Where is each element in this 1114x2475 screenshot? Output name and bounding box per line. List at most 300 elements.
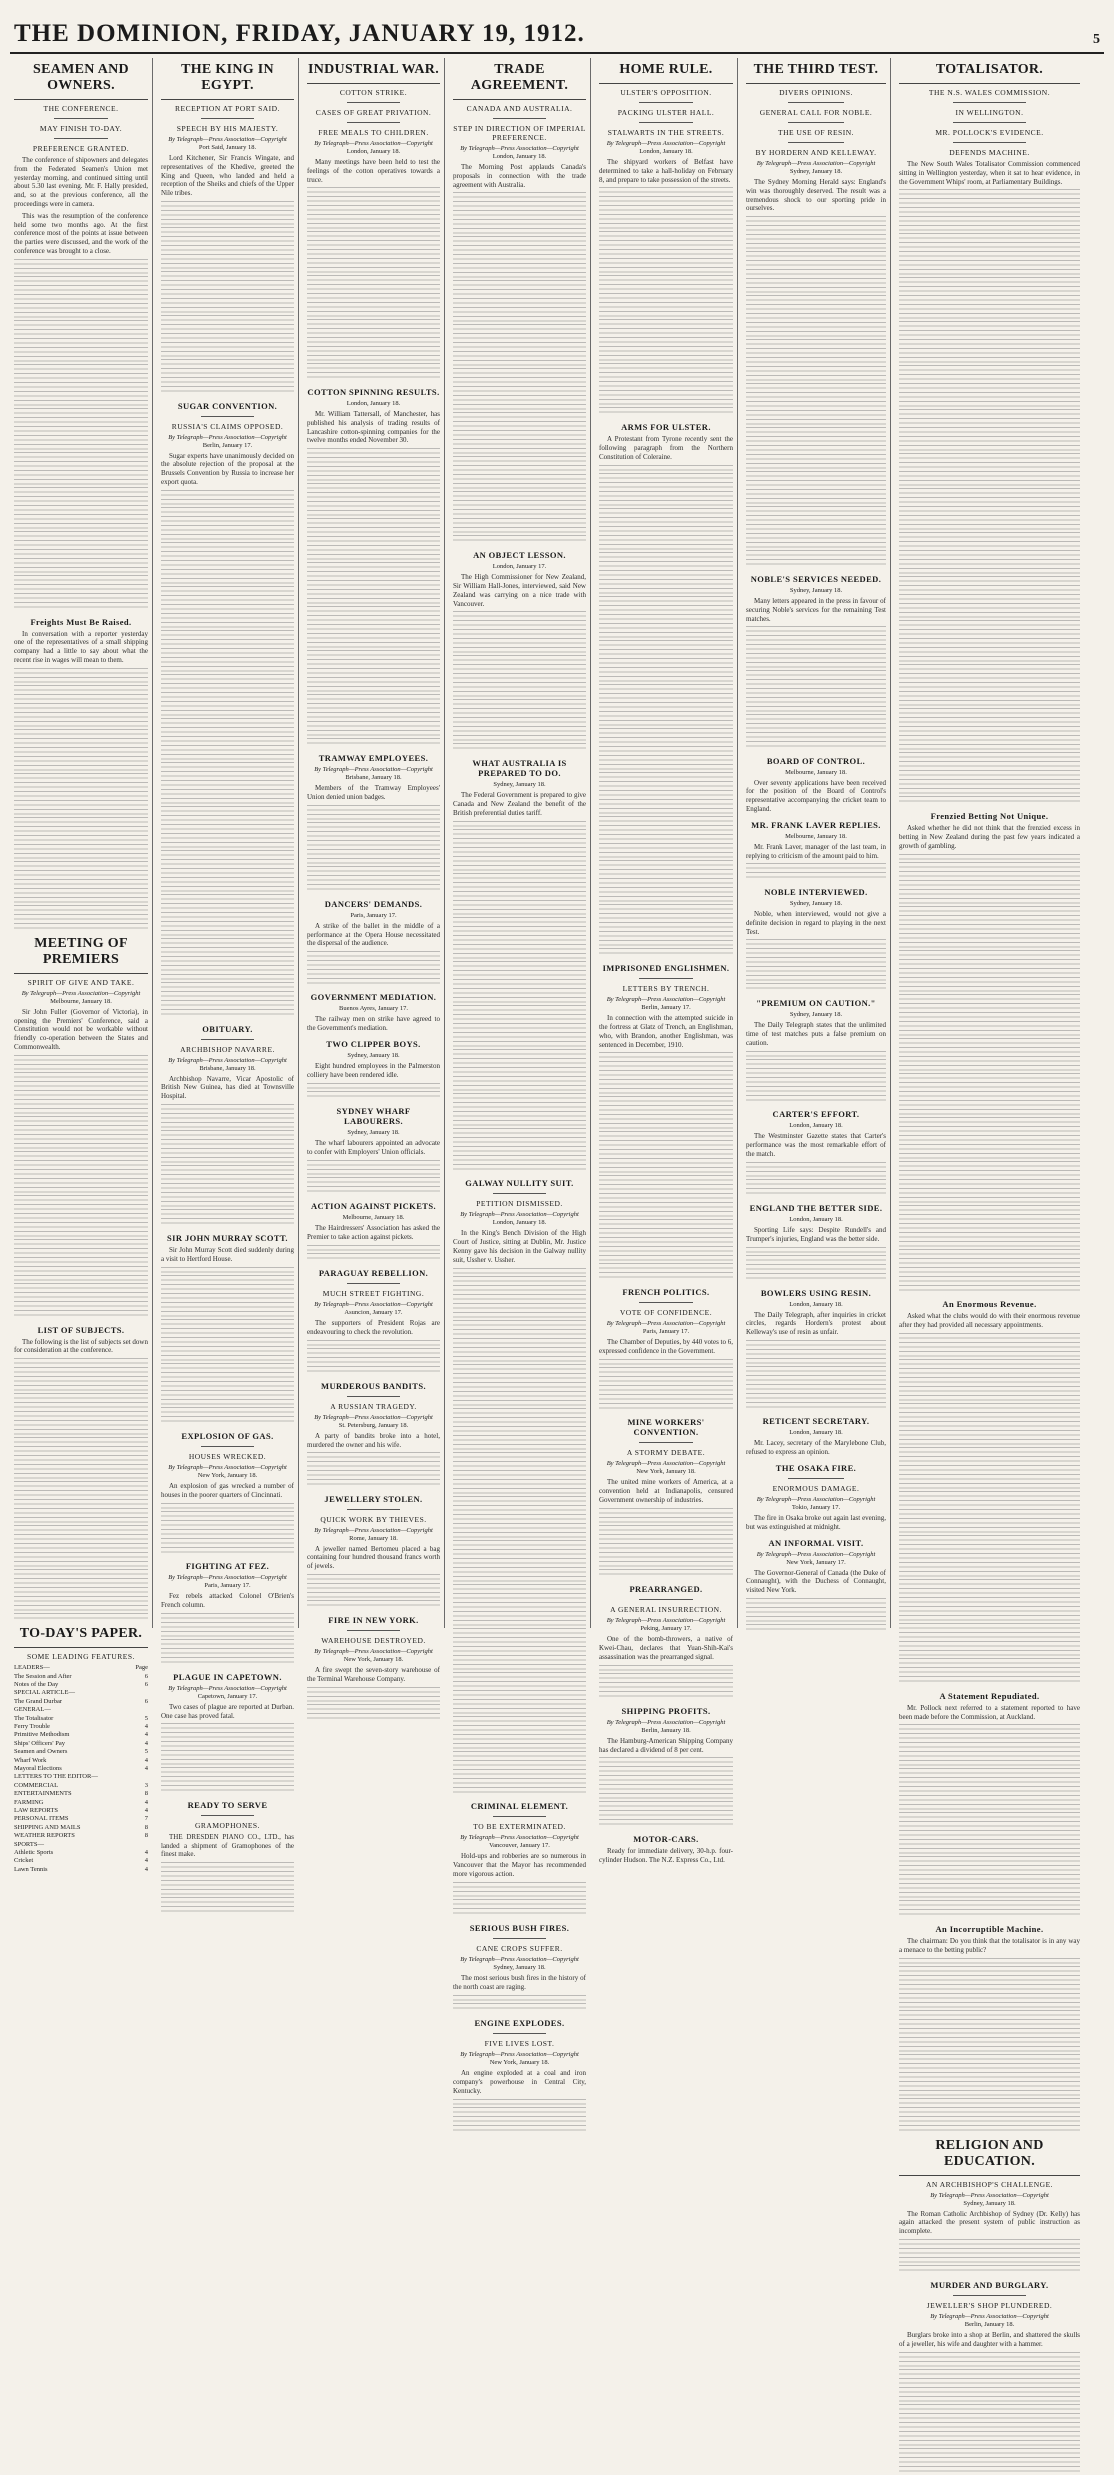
text-line-texture <box>161 736 294 745</box>
divider-rule <box>639 122 693 123</box>
article-dateline: London, January 18. <box>789 1122 843 1130</box>
contents-page: 6 <box>144 1680 148 1688</box>
article <box>746 1109 886 1197</box>
article-paragraph: Archbishop Navarre, Vicar Apostolic of British New Guinea, has died at Townsville Hospital. <box>161 1074 294 1101</box>
text-line-texture <box>161 877 294 886</box>
text-line-texture <box>161 745 294 754</box>
article-byline: By Telegraph—Press Association—Copyright <box>168 1684 287 1692</box>
text-line-texture <box>599 508 733 517</box>
article-dateline: Berlin, January 17. <box>202 441 253 449</box>
article-paragraph: Mr. Lacey, secretary of the Marylebone Club, refused to express an opinion. <box>746 1439 886 1457</box>
text-line-texture <box>899 735 1080 744</box>
text-line-texture <box>307 721 440 730</box>
text-line-texture <box>14 1437 148 1446</box>
text-line-texture <box>899 717 1080 726</box>
text-line-texture <box>307 686 440 695</box>
text-line-texture <box>453 272 586 281</box>
article-byline: By Telegraph—Press Association—Copyright <box>930 2191 1049 2199</box>
text-line-texture <box>899 1474 1080 1483</box>
text-line-texture <box>599 482 733 491</box>
text-line-texture <box>899 365 1080 374</box>
article-dateline: Port Said, January 18. <box>198 144 257 151</box>
text-line-texture <box>14 268 148 277</box>
text-line-texture <box>599 676 733 685</box>
text-line-texture <box>599 1359 733 1368</box>
text-line-texture <box>899 968 1080 977</box>
article-subheading: PACKING ULSTER HALL. <box>617 108 715 117</box>
text-line-texture <box>453 1769 586 1778</box>
article-byline: By Telegraph—Press Association—Copyright <box>606 1320 726 1328</box>
article <box>599 1834 733 1865</box>
text-line-texture <box>307 858 440 867</box>
text-line-texture <box>899 1742 1080 1751</box>
text-line-texture <box>307 562 440 571</box>
divider-rule <box>347 1509 400 1510</box>
article-subheading: THE CONFERENCE. <box>43 104 119 113</box>
text-line-texture <box>899 977 1080 986</box>
article-subheading: GALWAY NULLITY SUIT. <box>465 1178 574 1189</box>
article <box>161 1233 294 1425</box>
divider-rule <box>201 1815 254 1816</box>
article-byline: By Telegraph—Press Association—Copyright <box>756 160 876 167</box>
article-dateline: New York, January 18. <box>636 1468 696 1476</box>
article-dateline: Melbourne, January 18. <box>785 832 847 840</box>
text-line-texture <box>14 1187 148 1196</box>
text-line-texture <box>746 939 886 948</box>
text-line-texture <box>307 840 440 849</box>
text-line-texture <box>161 947 294 956</box>
text-line-texture <box>899 1285 1080 1294</box>
text-line-texture <box>161 1880 294 1889</box>
article <box>599 1584 733 1700</box>
text-line-texture <box>14 435 148 444</box>
text-line-texture <box>453 1312 586 1321</box>
text-line-texture <box>307 249 440 258</box>
text-line-texture <box>453 1382 586 1391</box>
text-line-texture <box>14 1275 148 1284</box>
text-line-texture <box>161 710 294 719</box>
divider-rule <box>347 102 400 103</box>
article-dateline: Rome, January 18. <box>349 1534 398 1542</box>
text-line-texture <box>14 1473 148 1482</box>
text-line-texture <box>453 638 586 647</box>
text-line-texture <box>14 593 148 602</box>
article-dateline: Sydney, January 18. <box>789 1011 843 1019</box>
text-line-texture <box>453 1514 586 1523</box>
text-line-texture <box>899 1100 1080 1109</box>
text-line-texture <box>14 575 148 584</box>
text-line-texture <box>161 1337 294 1346</box>
text-line-texture <box>599 399 733 408</box>
article-dateline: Berlin, January 17. <box>641 1004 691 1012</box>
article-dateline: Vancouver, January 17. <box>489 1842 550 1850</box>
text-line-texture <box>14 1508 148 1517</box>
text-line-texture <box>453 682 586 691</box>
article-subheading: ENGINE EXPLODES. <box>474 2018 565 2029</box>
text-line-texture <box>746 1162 886 1171</box>
article-subheading: QUICK WORK BY THIEVES. <box>320 1514 427 1524</box>
text-line-texture <box>599 284 733 293</box>
article <box>453 550 586 752</box>
text-line-texture <box>599 1757 733 1766</box>
article-subheading: A Statement Repudiated. <box>939 1690 1040 1701</box>
text-line-texture <box>599 1263 733 1272</box>
divider-rule <box>493 1938 546 1939</box>
text-line-texture <box>453 228 586 237</box>
article <box>453 758 586 1172</box>
divider-rule <box>788 1478 844 1479</box>
article-dateline: London, January 18. <box>346 399 401 407</box>
contents-page: 6 <box>144 1697 148 1705</box>
text-line-texture <box>899 752 1080 761</box>
text-line-texture <box>453 1891 586 1900</box>
text-line-texture <box>899 2090 1080 2099</box>
text-line-texture <box>161 1750 294 1759</box>
article-subheading: ENORMOUS DAMAGE. <box>772 1484 860 1494</box>
contents-item: Seamen and Owners <box>14 1748 68 1756</box>
article-paragraph: The fire in Osaka broke out again last evening, but was extinguished at midnight. <box>746 1514 886 1531</box>
text-line-texture <box>599 693 733 702</box>
text-line-texture <box>161 1613 294 1622</box>
text-line-texture <box>453 386 586 395</box>
article <box>14 932 148 1319</box>
text-line-texture <box>453 1452 586 1461</box>
text-line-texture <box>14 452 148 461</box>
text-line-texture <box>746 635 886 644</box>
text-line-texture <box>161 499 294 508</box>
contents-row <box>14 1757 148 1765</box>
text-line-texture <box>746 383 886 392</box>
text-line-texture <box>899 506 1080 515</box>
text-line-texture <box>161 1139 294 1148</box>
text-line-texture <box>161 263 294 272</box>
article-subheading: CASES OF GREAT PRIVATION. <box>315 108 432 117</box>
text-line-texture <box>746 697 886 706</box>
text-line-texture <box>14 817 148 826</box>
text-line-texture <box>14 426 148 435</box>
text-line-texture <box>746 1349 886 1358</box>
text-line-texture <box>14 905 148 914</box>
article <box>453 1923 586 2012</box>
contents-item: WEATHER REPORTS <box>14 1832 75 1840</box>
text-line-texture <box>899 1812 1080 1821</box>
text-line-texture <box>307 624 440 633</box>
article-headline: HOME RULE. <box>599 58 733 84</box>
text-line-texture <box>14 329 148 338</box>
text-line-texture <box>453 1146 586 1155</box>
text-line-texture <box>899 2046 1080 2055</box>
text-line-texture <box>899 1597 1080 1606</box>
text-line-texture <box>746 471 886 480</box>
masthead <box>10 8 1104 54</box>
contents-row <box>14 1765 148 1773</box>
text-line-texture <box>746 550 886 559</box>
text-line-texture <box>453 891 586 900</box>
text-line-texture <box>746 1179 886 1188</box>
contents-page: 3 <box>144 1781 148 1789</box>
text-line-texture <box>453 527 586 536</box>
column-2 <box>157 58 299 1859</box>
article-byline: By Telegraph—Press Association—Copyright <box>314 1301 433 1309</box>
text-line-texture <box>899 1795 1080 1804</box>
text-line-texture <box>453 856 586 865</box>
text-line-texture <box>599 258 733 267</box>
text-line-texture <box>14 1587 148 1596</box>
article-paragraph: Lord Kitchener, Sir Francis Wingate, and representatives of the Khedive, greeted the King and Queen, who landed and held a reception of the Sheiks and chiefs of the Upper Nile tribes. <box>161 154 294 198</box>
contents-row <box>14 1866 148 1874</box>
article-paragraph: A party of bandits broke into a hotel, murdered the owner and his wife. <box>307 1431 440 1449</box>
text-line-texture <box>161 586 294 595</box>
article-dateline: Tokio, January 17. <box>791 1504 841 1512</box>
contents-row <box>14 1664 148 1672</box>
text-line-texture <box>453 236 586 245</box>
article-byline: By Telegraph—Press Association—Copyright <box>460 145 579 152</box>
text-line-texture <box>746 234 886 243</box>
article <box>746 1203 886 1282</box>
text-line-texture <box>307 311 440 320</box>
text-line-texture <box>14 1552 148 1561</box>
text-line-texture <box>307 875 440 884</box>
text-line-texture <box>453 1111 586 1120</box>
text-line-texture <box>161 377 294 386</box>
text-line-texture <box>746 1340 886 1349</box>
text-line-texture <box>899 1483 1080 1492</box>
text-line-texture <box>599 1367 733 1376</box>
text-line-texture <box>899 673 1080 682</box>
text-line-texture <box>899 1038 1080 1047</box>
text-line-texture <box>453 1093 586 1102</box>
text-line-texture <box>899 1205 1080 1214</box>
text-line-texture <box>746 559 886 568</box>
text-line-texture <box>599 605 733 614</box>
article-paragraph: Sir John Murray Scott died suddenly during a visit to Hertford House. <box>161 1246 294 1263</box>
text-line-texture <box>746 688 886 697</box>
text-line-texture <box>161 692 294 701</box>
text-line-texture <box>453 192 586 201</box>
text-line-texture <box>599 561 733 570</box>
text-line-texture <box>453 1523 586 1532</box>
article <box>14 58 148 611</box>
text-line-texture <box>14 1464 148 1473</box>
text-line-texture <box>899 2378 1080 2387</box>
text-line-texture <box>453 1611 586 1620</box>
text-line-texture <box>599 711 733 720</box>
text-line-texture <box>899 1527 1080 1536</box>
text-line-texture <box>899 2457 1080 2466</box>
text-line-texture <box>453 1778 586 1787</box>
text-line-texture <box>899 2063 1080 2072</box>
article-paragraph: The Roman Catholic Archbishop of Sydney (Dr. Kelly) has again attacked the present system of public instruction as incomplete. <box>899 2209 1080 2236</box>
text-line-texture <box>161 806 294 815</box>
column-6 <box>742 58 891 1628</box>
text-line-texture <box>14 809 148 818</box>
text-line-texture <box>453 316 586 325</box>
contents-page: 4 <box>144 1731 148 1739</box>
article-subheading: COTTON STRIKE. <box>339 88 408 97</box>
article-dateline: Berlin, January 18. <box>641 1726 691 1734</box>
article-subheading: RETICENT SECRETARY. <box>762 1416 870 1427</box>
article-paragraph: The New South Wales Totalisator Commission commenced sitting in Wellington yesterday, when it sat to hear evidence, in the Government Whips' room, at Parliamentary Buildings. <box>899 160 1080 186</box>
text-line-texture <box>14 417 148 426</box>
text-line-texture <box>599 544 733 553</box>
text-line-texture <box>14 1266 148 1275</box>
text-line-texture <box>746 723 886 732</box>
text-line-texture <box>453 1995 586 2004</box>
text-line-texture <box>899 374 1080 383</box>
text-line-texture <box>746 741 886 750</box>
text-line-texture <box>14 505 148 514</box>
article-byline: By Telegraph—Press Association—Copyright <box>606 996 726 1004</box>
article-subheading: NOBLE INTERVIEWED. <box>764 886 868 897</box>
text-line-texture <box>307 457 440 466</box>
text-line-texture <box>453 333 586 342</box>
text-line-texture <box>599 764 733 773</box>
article-paragraph: The Chamber of Deputies, by 440 votes to 6, expressed confidence in the Government. <box>599 1338 733 1355</box>
text-line-texture <box>307 598 440 607</box>
contents-page: 8 <box>144 1832 148 1840</box>
article-byline: By Telegraph—Press Association—Copyright <box>314 1648 433 1656</box>
text-line-texture <box>453 412 586 421</box>
article-paragraph: Sir John Fuller (Governor of Victoria), in opening the Premiers' Conference, said a Constitution would not be workable without friendly co-operation between the States and Commonwealth. <box>14 1007 148 1051</box>
article-paragraph: The most serious bush fires in the history of the north coast are raging. <box>453 1974 586 1991</box>
text-line-texture <box>453 509 586 518</box>
text-line-texture <box>14 1108 148 1117</box>
text-line-texture <box>161 298 294 307</box>
article-subheading: CANE CROPS SUFFER. <box>476 1944 563 1954</box>
text-line-texture <box>746 489 886 498</box>
text-line-texture <box>746 295 886 304</box>
text-line-texture <box>14 721 148 730</box>
text-line-texture <box>899 796 1080 805</box>
text-line-texture <box>746 1402 886 1411</box>
text-line-texture <box>161 210 294 219</box>
text-line-texture <box>453 944 586 953</box>
article <box>899 2134 1080 2275</box>
article-paragraph: Fez rebels attacked Colonel O'Brien's French column. <box>161 1592 294 1610</box>
article-subheading: LETTERS BY TRENCH. <box>622 984 710 994</box>
article-paragraph: The wharf labourers appointed an advocate to confer with Employers' Union officials. <box>307 1139 440 1156</box>
article-subheading: MUCH STREET FIGHTING. <box>322 1289 425 1299</box>
article <box>899 58 1080 805</box>
text-line-texture <box>899 2054 1080 2063</box>
text-line-texture <box>899 1197 1080 1206</box>
text-line-texture <box>161 1104 294 1113</box>
text-line-texture <box>453 1435 586 1444</box>
text-line-texture <box>899 330 1080 339</box>
text-line-texture <box>161 1302 294 1311</box>
text-line-texture <box>307 822 440 831</box>
text-line-texture <box>161 1906 294 1915</box>
column-grid <box>10 58 1104 2348</box>
column-7 <box>895 58 1084 2348</box>
text-line-texture <box>161 201 294 210</box>
text-line-texture <box>899 383 1080 392</box>
text-line-texture <box>899 1491 1080 1500</box>
contents-item: FARMING <box>14 1798 44 1806</box>
article-headline: THE KING IN EGYPT. <box>161 58 294 100</box>
text-line-texture <box>161 762 294 771</box>
text-line-texture <box>899 906 1080 915</box>
text-line-texture <box>307 527 440 536</box>
text-line-texture <box>899 1724 1080 1733</box>
text-line-texture <box>307 1160 440 1169</box>
text-line-texture <box>599 363 733 372</box>
article-paragraph: Asked whether he did not think that the frenzied excess in betting in New Zealand during the past few years indicated a growth of gambling. <box>899 824 1080 850</box>
article <box>307 1381 440 1488</box>
text-line-texture <box>14 694 148 703</box>
article <box>307 1494 440 1610</box>
text-line-texture <box>453 1751 586 1760</box>
text-line-texture <box>599 808 733 817</box>
article-paragraph: An explosion of gas wrecked a number of houses in the poorer quarters of Cincinnati. <box>161 1482 294 1499</box>
text-line-texture <box>746 366 886 375</box>
text-line-texture <box>453 2003 586 2012</box>
article-paragraph: Over seventy applications have been received for the position of the Board of Control's representative accompanying the cricket team to England. <box>746 778 886 813</box>
text-line-texture <box>899 251 1080 260</box>
text-line-texture <box>599 1193 733 1202</box>
article <box>899 811 1080 1293</box>
contents-page: 6 <box>144 1672 148 1680</box>
article-paragraph: The Hairdressers' Association has asked the Premier to take action against pickets. <box>307 1223 440 1241</box>
text-line-texture <box>453 2099 586 2108</box>
text-line-texture <box>899 1223 1080 1232</box>
article-subheading: MR. POLLOCK'S EVIDENCE. <box>935 128 1044 137</box>
text-line-texture <box>161 551 294 560</box>
article-byline: By Telegraph—Press Association—Copyright <box>606 140 726 147</box>
article-paragraph: Hold-ups and robberies are so numerous in Vancouver that the Mayor has recommended more vigorous action. <box>453 1852 586 1879</box>
text-line-texture <box>599 834 733 843</box>
text-line-texture <box>599 588 733 597</box>
text-line-texture <box>899 1091 1080 1100</box>
text-line-texture <box>899 1579 1080 1588</box>
text-line-texture <box>161 315 294 324</box>
text-line-texture <box>453 743 586 752</box>
text-line-texture <box>453 1690 586 1699</box>
text-line-texture <box>899 427 1080 436</box>
article-dateline: Buenos Ayres, January 17. <box>339 1005 408 1013</box>
text-line-texture <box>899 304 1080 313</box>
text-line-texture <box>746 542 886 551</box>
text-line-texture <box>599 1508 733 1517</box>
article-subheading: TRAMWAY EMPLOYEES. <box>318 753 429 764</box>
text-line-texture <box>14 1178 148 1187</box>
text-line-texture <box>899 286 1080 295</box>
text-line-texture <box>746 1247 886 1256</box>
article-subheading: "PREMIUM ON CAUTION." <box>756 998 876 1009</box>
text-line-texture <box>899 2257 1080 2266</box>
divider-rule <box>639 1442 693 1443</box>
text-line-texture <box>453 2116 586 2125</box>
article-subheading: GOVERNMENT MEDIATION. <box>310 992 437 1003</box>
text-line-texture <box>899 880 1080 889</box>
article-subheading: JEWELLER'S SHOP PLUNDERED. <box>926 2301 1053 2311</box>
text-line-texture <box>307 730 440 739</box>
article <box>307 387 440 747</box>
contents-row <box>14 1773 148 1781</box>
text-line-texture <box>746 313 886 322</box>
text-line-texture <box>899 1368 1080 1377</box>
text-line-texture <box>161 1209 294 1218</box>
text-line-texture <box>599 1175 733 1184</box>
text-line-texture <box>899 1412 1080 1421</box>
text-line-texture <box>899 2265 1080 2274</box>
article-subheading: RECEPTION AT PORT SAID. <box>175 104 280 113</box>
text-line-texture <box>161 1547 294 1556</box>
text-line-texture <box>899 1509 1080 1518</box>
text-line-texture <box>899 726 1080 735</box>
contents-row <box>14 1815 148 1823</box>
text-line-texture <box>899 1984 1080 1993</box>
